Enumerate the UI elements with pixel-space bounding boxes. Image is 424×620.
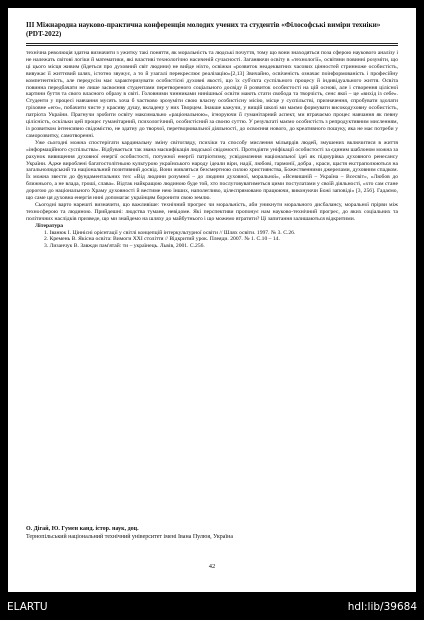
handle-identifier: hdl:lib/39684 xyxy=(347,601,417,613)
article-body xyxy=(26,50,398,250)
author-affiliation: Тернопільський національний технічний університет імені Івана Пулюя, Україна xyxy=(26,534,233,540)
reference-item: 2. Кремень В. Якісна освіта: Вимоги XXI століття // Відкритий урок. Плеяди. 2007. № 1. С.10 – 14. xyxy=(44,236,280,243)
conference-header: ІІІ Міжнародна науково-практична конференція молодих учених та студентів «Філософські виміри техніки» (PDT-2022) xyxy=(26,21,381,38)
references-title: Література xyxy=(35,222,64,229)
page-number: 42 xyxy=(208,563,216,570)
repository-name: ELARTU xyxy=(7,601,48,613)
header-rule-bottom xyxy=(26,45,398,46)
paragraph-3: Сьогодні варто нарешті визначити, що важливіше: технічний прогрес чи моральність, аби уникнути морального дисбалансу, моральної прірви між техносферою та людиною. Прийдешні: людства тумане, невідоме. Які перспективи пропонує нам науково-технічний прогрес, до яких соціальних та політичних наслідків призведе, що ми знайдемо на шляху до майбутнього і що можемо втратити? Ці запитання залишаються відкритими. xyxy=(26,201,398,222)
next-article-author-block xyxy=(26,525,398,541)
author-names: О. Дігай, Ю. Гумен канд. істор. наук, доц. xyxy=(26,526,139,532)
paragraph-2: Уже сьогодні можна спостерігати кардинальну зміну світогляду, психіки та способу мислення мільярдів людей, змушених включитися в життя «інформаційного суспільства». Відбувається так звана маскифікація людської свідомості. Протидіяти уніфікації особистості за єдиним шаблоном можна за рахунок вивищення духовної енергії особистості, потужної енергії патріотизму, усвідомлення національної ідеї як підмурівка духовного ренесансу України. Адже вироблені багатостолітньою культурою українського народу ідеали віри, надії, любові, гармонії, добра , краси, щастя екстраполюються на загальнолюдський та національний позитивний досвід. Вони живляться безсмертною силою християнства, Божественними джерелами, духовним спадком. Їх можна звести до фундаментальних тез: «Від людини розумної – до людини духовної, моральної», «Всевишній – Україна – Всесвіт», «Любов до ближнього, а не влада, гроші, слава». Відтак найкращою людиною буде той, хто послуговуватиметься цими постулатами у своїй діяльності, «хто сам стане дорогою до національного Храму духовності й вестиме нею інших, наполегливо, цілеспрямовано працюючи, виконуючи Божі заповіді» [3, 256]. Гадаємо, що саме ця духовна енергія нині допомагає українцям боронити свою землю. xyxy=(26,139,398,202)
document-page xyxy=(8,8,416,592)
reference-item: 3. Лизанчук В. Завжди пам'ятай: ти – українець. Львів, 2001. С.256. xyxy=(44,243,205,250)
paragraph-1: технічна революція здатна визначити з ужитку такі поняття, як моральність та людські почуття, тому що вони знаходяться поза сферою наукового аналізу і не належать світові логіки й математики, які властиві технологічно насиченій сучасності. Заганяючи освіту в «технології», освітяни повинні розуміти, що ці цього місця живим (йдеться про духовний світ людини) не вийде ніхто, освіжки «розвиток неадекватних часових цінностей стринноже особистість, вивужає її життєвий шлях, істотно звужує, а то й узагалі перекреслює реалізацію»[2,13] Звичайно, освіченість означає поінформованість і професійну компетентність, але передусім має характеризувати особистісні духовні якості, що їх суб'єкта суспільного процесу й індивідуального життя. Освіта повинна передбачати не лише засвоєння студентами перетвореного соціального досвіду й розвиток особистості на цій основі, але і створення цілісної картини буття та свого власного образу в світі. Головними чинниками нинішньої освіти мають стати свобода та творчість, сенс якої – це «вихід із себе». Студенти у процесі навчання мусять хоча б частково зрозуміти свою власну особистісну місію, місце у суспільстві, призначення, спробувати здолати гріховне «его», побачити чисте у красиву душу, вкладену у них Творцем. Інакше кажучи, у вищій школі ми маємо формувати високодуховну особистість, патріота України. Прагнучи зробити освіту максимально «раціональною», ігноруючи її гуманітарний аспект, ми втрачаємо процес навчання як певну цілісність, оскільки цей процес гуманітарний, психологічний, особистісний за своєю суттю. У результаті маємо особистість з репродуктивним мисленням, із розвитком інтенсивно свідомістю, не здатну до творчої, перетворювальної діяльності, до освоєння нового, до креативного пошуку, яка не має потреби у саморозвитку, самотворенні. xyxy=(26,50,398,139)
header-rule-top xyxy=(26,43,398,44)
reference-item: 1. Іванюк І. Ціннісні орієнтації у світлі концепцій інтеркультурної освіти // Шлях освіти. 1997. № 3. С.26. xyxy=(44,229,296,236)
repository-footer xyxy=(0,596,424,620)
